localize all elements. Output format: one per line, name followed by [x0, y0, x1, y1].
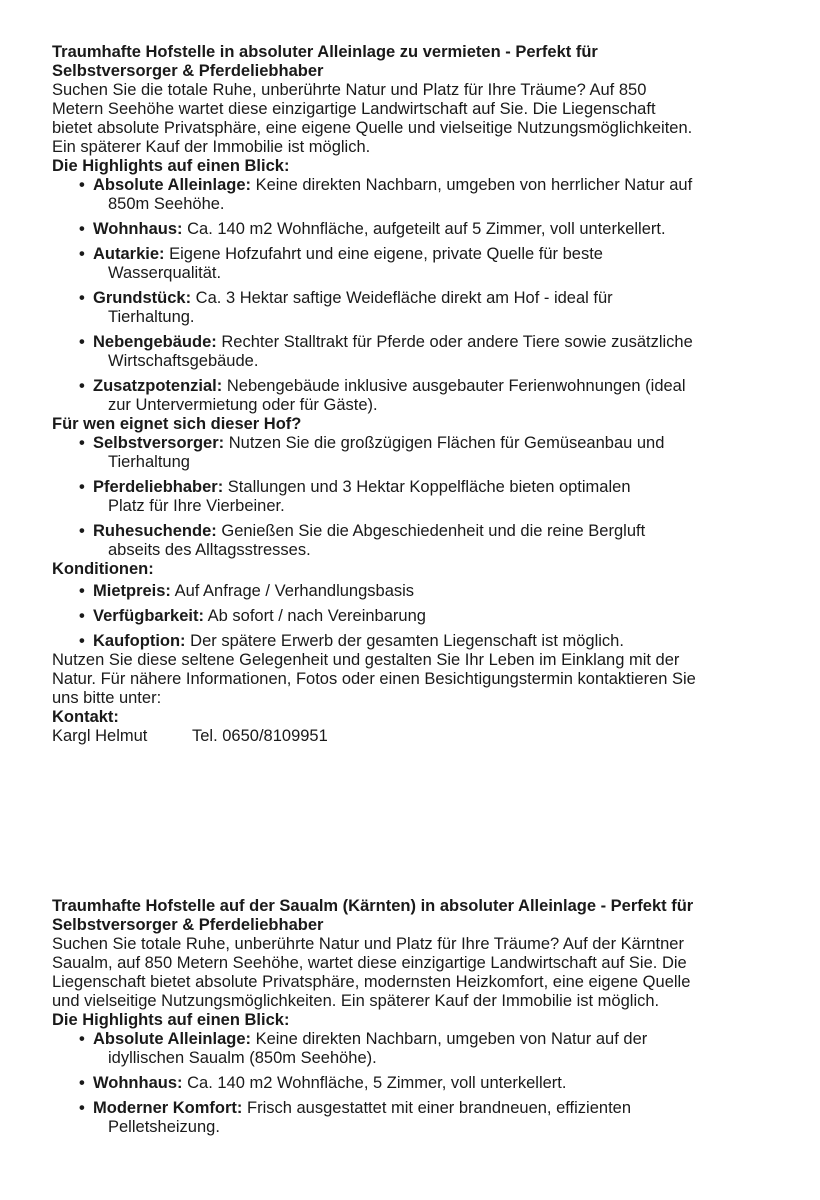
- title-line: Selbstversorger & Pferdeliebhaber: [52, 62, 324, 80]
- item-label: Nebengebäude:: [93, 333, 217, 351]
- item-text-cont: 850m Seehöhe.: [108, 195, 225, 213]
- highlights-list: [52, 176, 777, 415]
- bullet-icon: •: [79, 333, 85, 351]
- intro-line: Metern Seehöhe wartet diese einzigartige Landwirtschaft auf Sie. Die Liegenschaft: [52, 100, 656, 118]
- contact-row: [52, 727, 777, 746]
- item-text: Nebengebäude inklusive ausgebauter Ferienwohnungen (ideal: [222, 377, 686, 395]
- item-text: Stallungen und 3 Hektar Koppelfläche bieten optimalen: [223, 478, 631, 496]
- list-item: [52, 377, 777, 415]
- item-text: Ca. 140 m2 Wohnfläche, aufgeteilt auf 5 Zimmer, voll unterkellert.: [182, 220, 666, 238]
- listing-title: [52, 43, 777, 81]
- list-item: [52, 522, 777, 560]
- item-label: Absolute Alleinlage:: [93, 1030, 251, 1048]
- item-text: Nutzen Sie die großzügigen Flächen für Gemüseanbau und: [224, 434, 665, 452]
- list-item: [52, 1099, 777, 1137]
- bullet-icon: •: [79, 220, 85, 238]
- bullet-icon: •: [79, 522, 85, 540]
- list-item: [52, 478, 777, 516]
- item-text: Rechter Stalltrakt für Pferde oder andere Tiere sowie zusätzliche: [216, 333, 693, 351]
- closing-line: uns bitte unter:: [52, 689, 162, 707]
- listing-2: [52, 897, 777, 1137]
- highlights-list: [52, 1030, 777, 1137]
- closing-line: Nutzen Sie diese seltene Gelegenheit und gestalten Sie Ihr Leben im Einklang mit der: [52, 651, 680, 669]
- item-text-cont: Wasserqualität.: [108, 264, 222, 282]
- item-label: Mietpreis:: [93, 582, 171, 600]
- item-label: Wohnhaus:: [93, 220, 183, 238]
- contact-phone: Tel. 0650/8109951: [192, 727, 328, 745]
- closing-paragraph: [52, 651, 777, 708]
- intro-line: und vielseitige Nutzungsmöglichkeiten. Ein späterer Kauf der Immobilie ist möglich.: [52, 992, 660, 1010]
- list-item: [52, 582, 777, 601]
- item-label: Pferdeliebhaber:: [93, 478, 224, 496]
- intro-line: Suchen Sie die totale Ruhe, unberührte Natur und Platz für Ihre Träume? Auf 850: [52, 81, 647, 99]
- item-text: Ca. 3 Hektar saftige Weidefläche direkt am Hof - ideal für: [191, 289, 613, 307]
- closing-line: Natur. Für nähere Informationen, Fotos oder einen Besichtigungstermin kontaktieren Sie: [52, 670, 696, 688]
- listing-1: [52, 43, 777, 746]
- item-label: Ruhesuchende:: [93, 522, 217, 540]
- item-label: Zusatzpotenzial:: [93, 377, 223, 395]
- highlights-heading: Die Highlights auf einen Blick:: [52, 1011, 290, 1029]
- list-item: [52, 333, 777, 371]
- contact-heading: Kontakt:: [52, 708, 119, 726]
- bullet-icon: •: [79, 478, 85, 496]
- title-line: Traumhafte Hofstelle in absoluter Alleinlage zu vermieten - Perfekt für: [52, 43, 598, 61]
- item-text-cont: Platz für Ihre Vierbeiner.: [108, 497, 285, 515]
- bullet-icon: •: [79, 434, 85, 452]
- list-item: [52, 1074, 777, 1093]
- intro-line: Liegenschaft bietet absolute Privatsphäre, modernsten Heizkomfort, eine eigene Quelle: [52, 973, 691, 991]
- item-text: Auf Anfrage / Verhandlungsbasis: [170, 582, 415, 600]
- title-line: Traumhafte Hofstelle auf der Saualm (Kärnten) in absoluter Alleinlage - Perfekt für: [52, 897, 694, 915]
- item-text: Eigene Hofzufahrt und eine eigene, private Quelle für beste: [164, 245, 603, 263]
- item-text: Der spätere Erwerb der gesamten Liegenschaft ist möglich.: [185, 632, 624, 650]
- item-text-cont: zur Untervermietung oder für Gäste).: [108, 396, 378, 414]
- item-label: Verfügbarkeit:: [93, 607, 204, 625]
- list-item: [52, 289, 777, 327]
- item-label: Kaufoption:: [93, 632, 186, 650]
- conditions-list: [52, 582, 777, 651]
- title-line: Selbstversorger & Pferdeliebhaber: [52, 916, 324, 934]
- item-text-cont: idyllischen Saualm (850m Seehöhe).: [108, 1049, 377, 1067]
- list-item: [52, 220, 777, 239]
- item-text: Keine direkten Nachbarn, umgeben von Natur auf der: [251, 1030, 648, 1048]
- item-label: Grundstück:: [93, 289, 192, 307]
- item-text-cont: Pelletsheizung.: [108, 1118, 220, 1136]
- item-text-cont: Tierhaltung.: [108, 308, 195, 326]
- intro-paragraph: [52, 81, 777, 157]
- item-text: Ab sofort / nach Vereinbarung: [203, 607, 426, 625]
- bullet-icon: •: [79, 176, 85, 194]
- conditions-heading: Konditionen:: [52, 560, 154, 578]
- list-item: [52, 434, 777, 472]
- list-item: [52, 607, 777, 626]
- item-text: Ca. 140 m2 Wohnfläche, 5 Zimmer, voll unterkellert.: [182, 1074, 567, 1092]
- bullet-icon: •: [79, 1030, 85, 1048]
- list-item: [52, 245, 777, 283]
- target-heading: Für wen eignet sich dieser Hof?: [52, 415, 302, 433]
- intro-paragraph: [52, 935, 777, 1011]
- bullet-icon: •: [79, 632, 85, 650]
- contact-name: Kargl Helmut: [52, 727, 148, 745]
- item-label: Autarkie:: [93, 245, 165, 263]
- intro-line: Ein späterer Kauf der Immobilie ist möglich.: [52, 138, 371, 156]
- intro-line: Saualm, auf 850 Metern Seehöhe, wartet diese einzigartige Landwirtschaft auf Sie. Die: [52, 954, 687, 972]
- item-text-cont: Wirtschaftsgebäude.: [108, 352, 259, 370]
- intro-line: bietet absolute Privatsphäre, eine eigene Quelle und vielseitige Nutzungsmöglichkeiten.: [52, 119, 693, 137]
- item-label: Moderner Komfort:: [93, 1099, 243, 1117]
- bullet-icon: •: [79, 245, 85, 263]
- list-item: [52, 1030, 777, 1068]
- item-text-cont: abseits des Alltagsstresses.: [108, 541, 311, 559]
- listing-title: [52, 897, 777, 935]
- item-label: Wohnhaus:: [93, 1074, 183, 1092]
- bullet-icon: •: [79, 1099, 85, 1117]
- bullet-icon: •: [79, 377, 85, 395]
- item-text: Genießen Sie die Abgeschiedenheit und die reine Bergluft: [216, 522, 646, 540]
- item-text: Keine direkten Nachbarn, umgeben von herrlicher Natur auf: [251, 176, 693, 194]
- item-text-cont: Tierhaltung: [108, 453, 190, 471]
- list-item: [52, 632, 777, 651]
- intro-line: Suchen Sie totale Ruhe, unberührte Natur und Platz für Ihre Träume? Auf der Kärntner: [52, 935, 684, 953]
- target-list: [52, 434, 777, 560]
- bullet-icon: •: [79, 582, 85, 600]
- bullet-icon: •: [79, 1074, 85, 1092]
- bullet-icon: •: [79, 607, 85, 625]
- list-item: [52, 176, 777, 214]
- item-label: Selbstversorger:: [93, 434, 225, 452]
- highlights-heading: Die Highlights auf einen Blick:: [52, 157, 290, 175]
- bullet-icon: •: [79, 289, 85, 307]
- item-label: Absolute Alleinlage:: [93, 176, 251, 194]
- item-text: Frisch ausgestattet mit einer brandneuen, effizienten: [242, 1099, 632, 1117]
